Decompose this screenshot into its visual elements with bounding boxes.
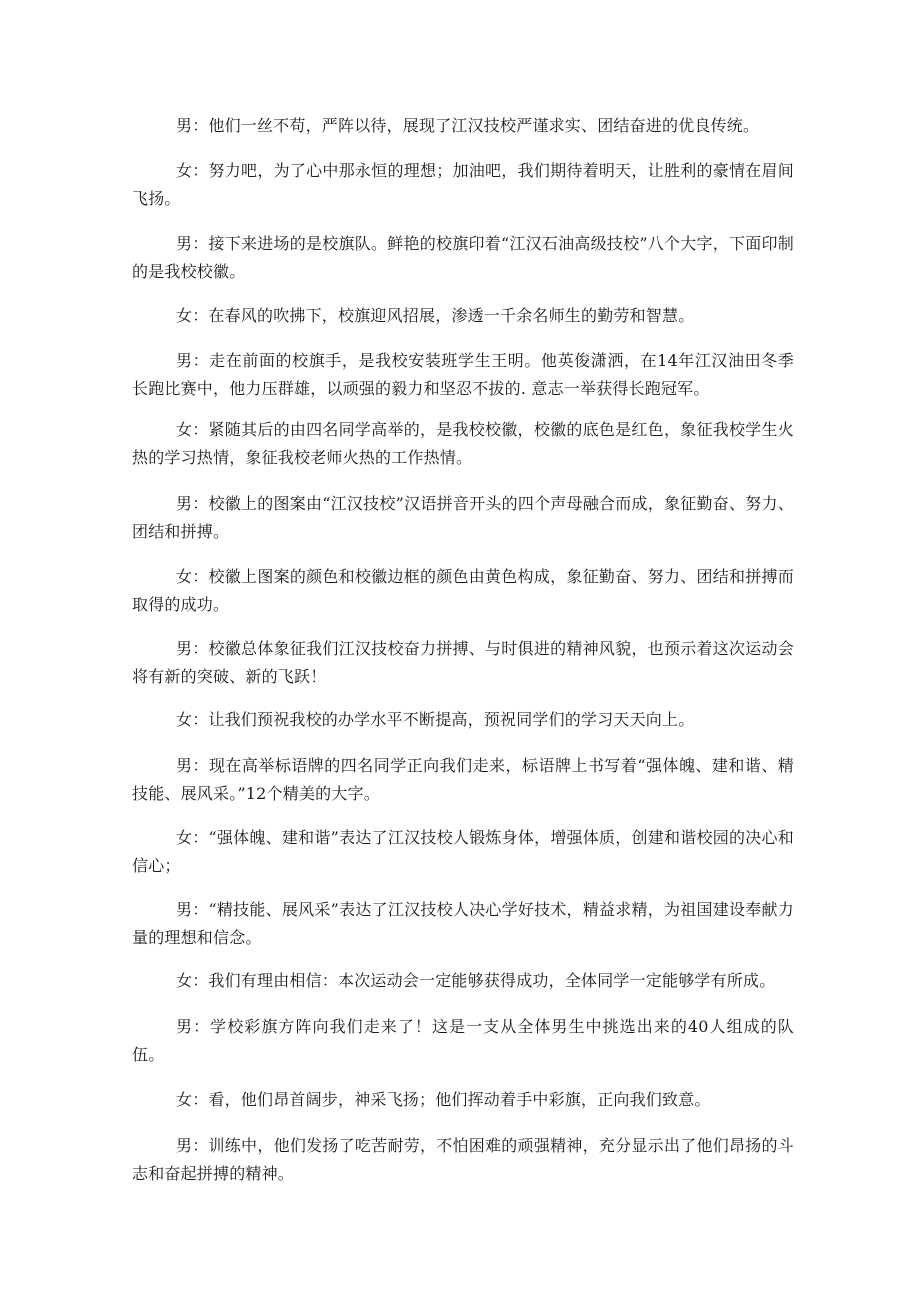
paragraph: 女：紧随其后的由四名同学高举的，是我校校徽，校徽的底色是红色，象征我校学生火热的学习热情，象征我校老师火热的工作热情。: [132, 420, 794, 467]
paragraph: 女：在春风的吹拂下，校旗迎风招展，渗透一千余名师生的勤劳和智慧。: [176, 306, 695, 325]
paragraph: 女：校徽上图案的颜色和校徽边框的颜色由黄色构成，象征勤奋、努力、团结和拼搏而取得的成功。: [132, 567, 794, 614]
paragraph: 男：走在前面的校旗手，是我校安装班学生王明。他英俊潇洒，在14年江汉油田冬季长跑比赛中，他力压群雄，以顽强的毅力和坚忍不拔的. 意志一举获得长跑冠军。: [132, 351, 794, 398]
paragraph: 男：学校彩旗方阵向我们走来了！这是一支从全体男生中挑选出来的40人组成的队伍。: [132, 1017, 794, 1064]
paragraph: 男：现在高举标语牌的四名同学正向我们走来，标语牌上书写着“强体魄、建和谐、精技能、展风采。”12个精美的大字。: [132, 756, 794, 803]
paragraph: 男：“精技能、展风采”表达了江汉技校人决心学好技术，精益求精，为祖国建设奉献力量的理想和信念。: [132, 900, 794, 947]
paragraph: 女：我们有理由相信：本次运动会一定能够获得成功，全体同学一定能够学有所成。: [176, 971, 776, 990]
paragraph: 女：努力吧，为了心中那永恒的理想；加油吧，我们期待着明天，让胜利的豪情在眉间飞扬。: [132, 161, 794, 208]
paragraph: 男：接下来进场的是校旗队。鲜艳的校旗印着“江汉石油高级技校”八个大字，下面印制的是我校校徽。: [132, 234, 794, 281]
paragraph: 女：“强体魄、建和谐”表达了江汉技校人锻炼身体，增强体质，创建和谐校园的决心和信心；: [132, 828, 794, 875]
paragraph: 女：让我们预祝我校的办学水平不断提高，预祝同学们的学习天天向上。: [176, 710, 695, 729]
paragraph: 女：看，他们昂首阔步，神采飞扬；他们挥动着手中彩旗，正向我们致意。: [176, 1090, 711, 1109]
paragraph: 男：校徽总体象征我们江汉技校奋力拼搏、与时俱进的精神风貌，也预示着这次运动会将有新的突破、新的飞跃！: [132, 639, 794, 686]
paragraph: 男：他们一丝不苟，严阵以待，展现了江汉技校严谨求实、团结奋进的优良传统。: [176, 116, 760, 135]
paragraph: 男：训练中，他们发扬了吃苦耐劳，不怕困难的顽强精神，充分显示出了他们昂扬的斗志和奋起拼搏的精神。: [132, 1136, 794, 1183]
paragraph: 男：校徽上的图案由“江汉技校”汉语拼音开头的四个声母融合而成，象征勤奋、努力、团结和拼搏。: [132, 494, 794, 541]
